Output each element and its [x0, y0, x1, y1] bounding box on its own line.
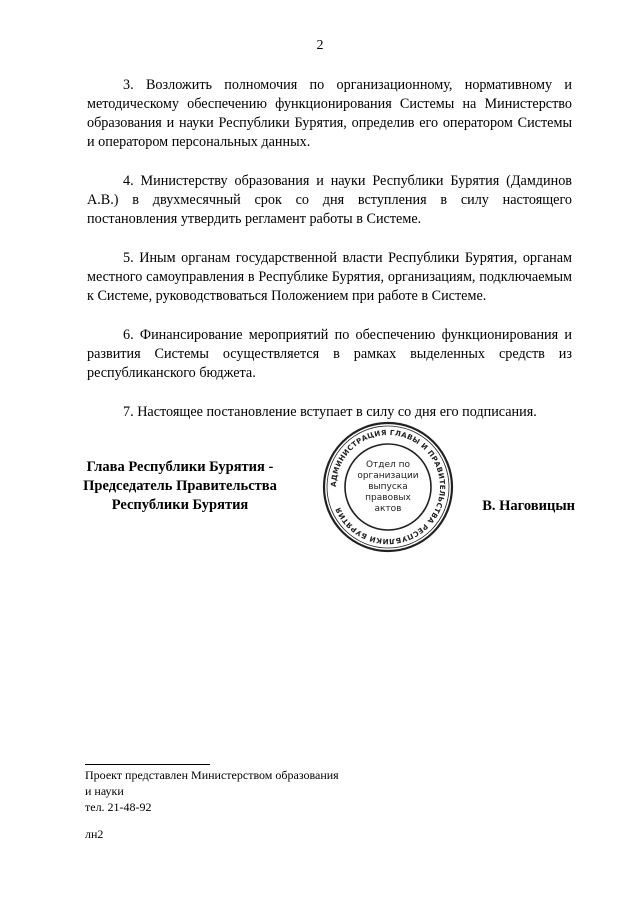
- signatory-title-line: Республики Бурятия: [111, 497, 249, 513]
- paragraph-5: 5. Иным органам государственной власти Республики Бурятия, органам местного самоуправления в Республике Бурятия, организациям, подключаемым к Системе, руководствоваться Положением при работе в Системе.: [87, 250, 572, 304]
- stamp-center-line: Отдел по: [365, 460, 411, 470]
- footnote: [85, 767, 405, 815]
- footnote-line: тел. 21-48-92: [85, 800, 152, 814]
- official-stamp: [318, 417, 458, 557]
- paragraph-3: 3. Возложить полномочия по организационному, нормативному и методическому обеспечению функционирования Системы на Министерство образования и науки Республики Бурятия, определив его оператором Системы и оператором персональных данных.: [87, 77, 572, 150]
- signatory-title-line: Глава Республики Бурятия -: [86, 459, 274, 475]
- page-number: 2: [316, 38, 324, 53]
- footnote-line: и науки: [85, 784, 124, 798]
- paragraph-4: 4. Министерству образования и науки Республики Бурятия (Дамдинов А.В.) в двухмесячный срок со дня вступления в силу настоящего постановления утвердить регламент работы в Системе.: [87, 173, 572, 227]
- stamp-center-line: правовых: [365, 493, 411, 503]
- signatory-title: [70, 458, 290, 515]
- stamp-ring-text: АДМИНИСТРАЦИЯ ГЛАВЫ И ПРАВИТЕЛЬСТВА РЕСПУБЛИКИ БУРЯТИЯ: [328, 427, 448, 547]
- stamp-seal-icon: [318, 417, 458, 557]
- footnote-divider: [85, 764, 210, 765]
- stamp-center-line: актов: [374, 504, 402, 514]
- footnote-line: Проект представлен Министерством образования: [85, 768, 339, 782]
- signatory-name: В. Наговицын: [482, 498, 575, 514]
- document-body: [87, 76, 572, 442]
- paragraph-7: 7. Настоящее постановление вступает в силу со дня его подписания.: [123, 404, 537, 420]
- signatory-title-line: Председатель Правительства: [83, 478, 277, 494]
- stamp-center-line: выпуска: [368, 482, 408, 492]
- stamp-center-line: организации: [357, 471, 419, 481]
- document-code: лн2: [85, 827, 104, 841]
- paragraph-6: 6. Финансирование мероприятий по обеспечению функционирования и развития Системы осуществляется в рамках выделенных средств из республиканского бюджета.: [87, 327, 572, 381]
